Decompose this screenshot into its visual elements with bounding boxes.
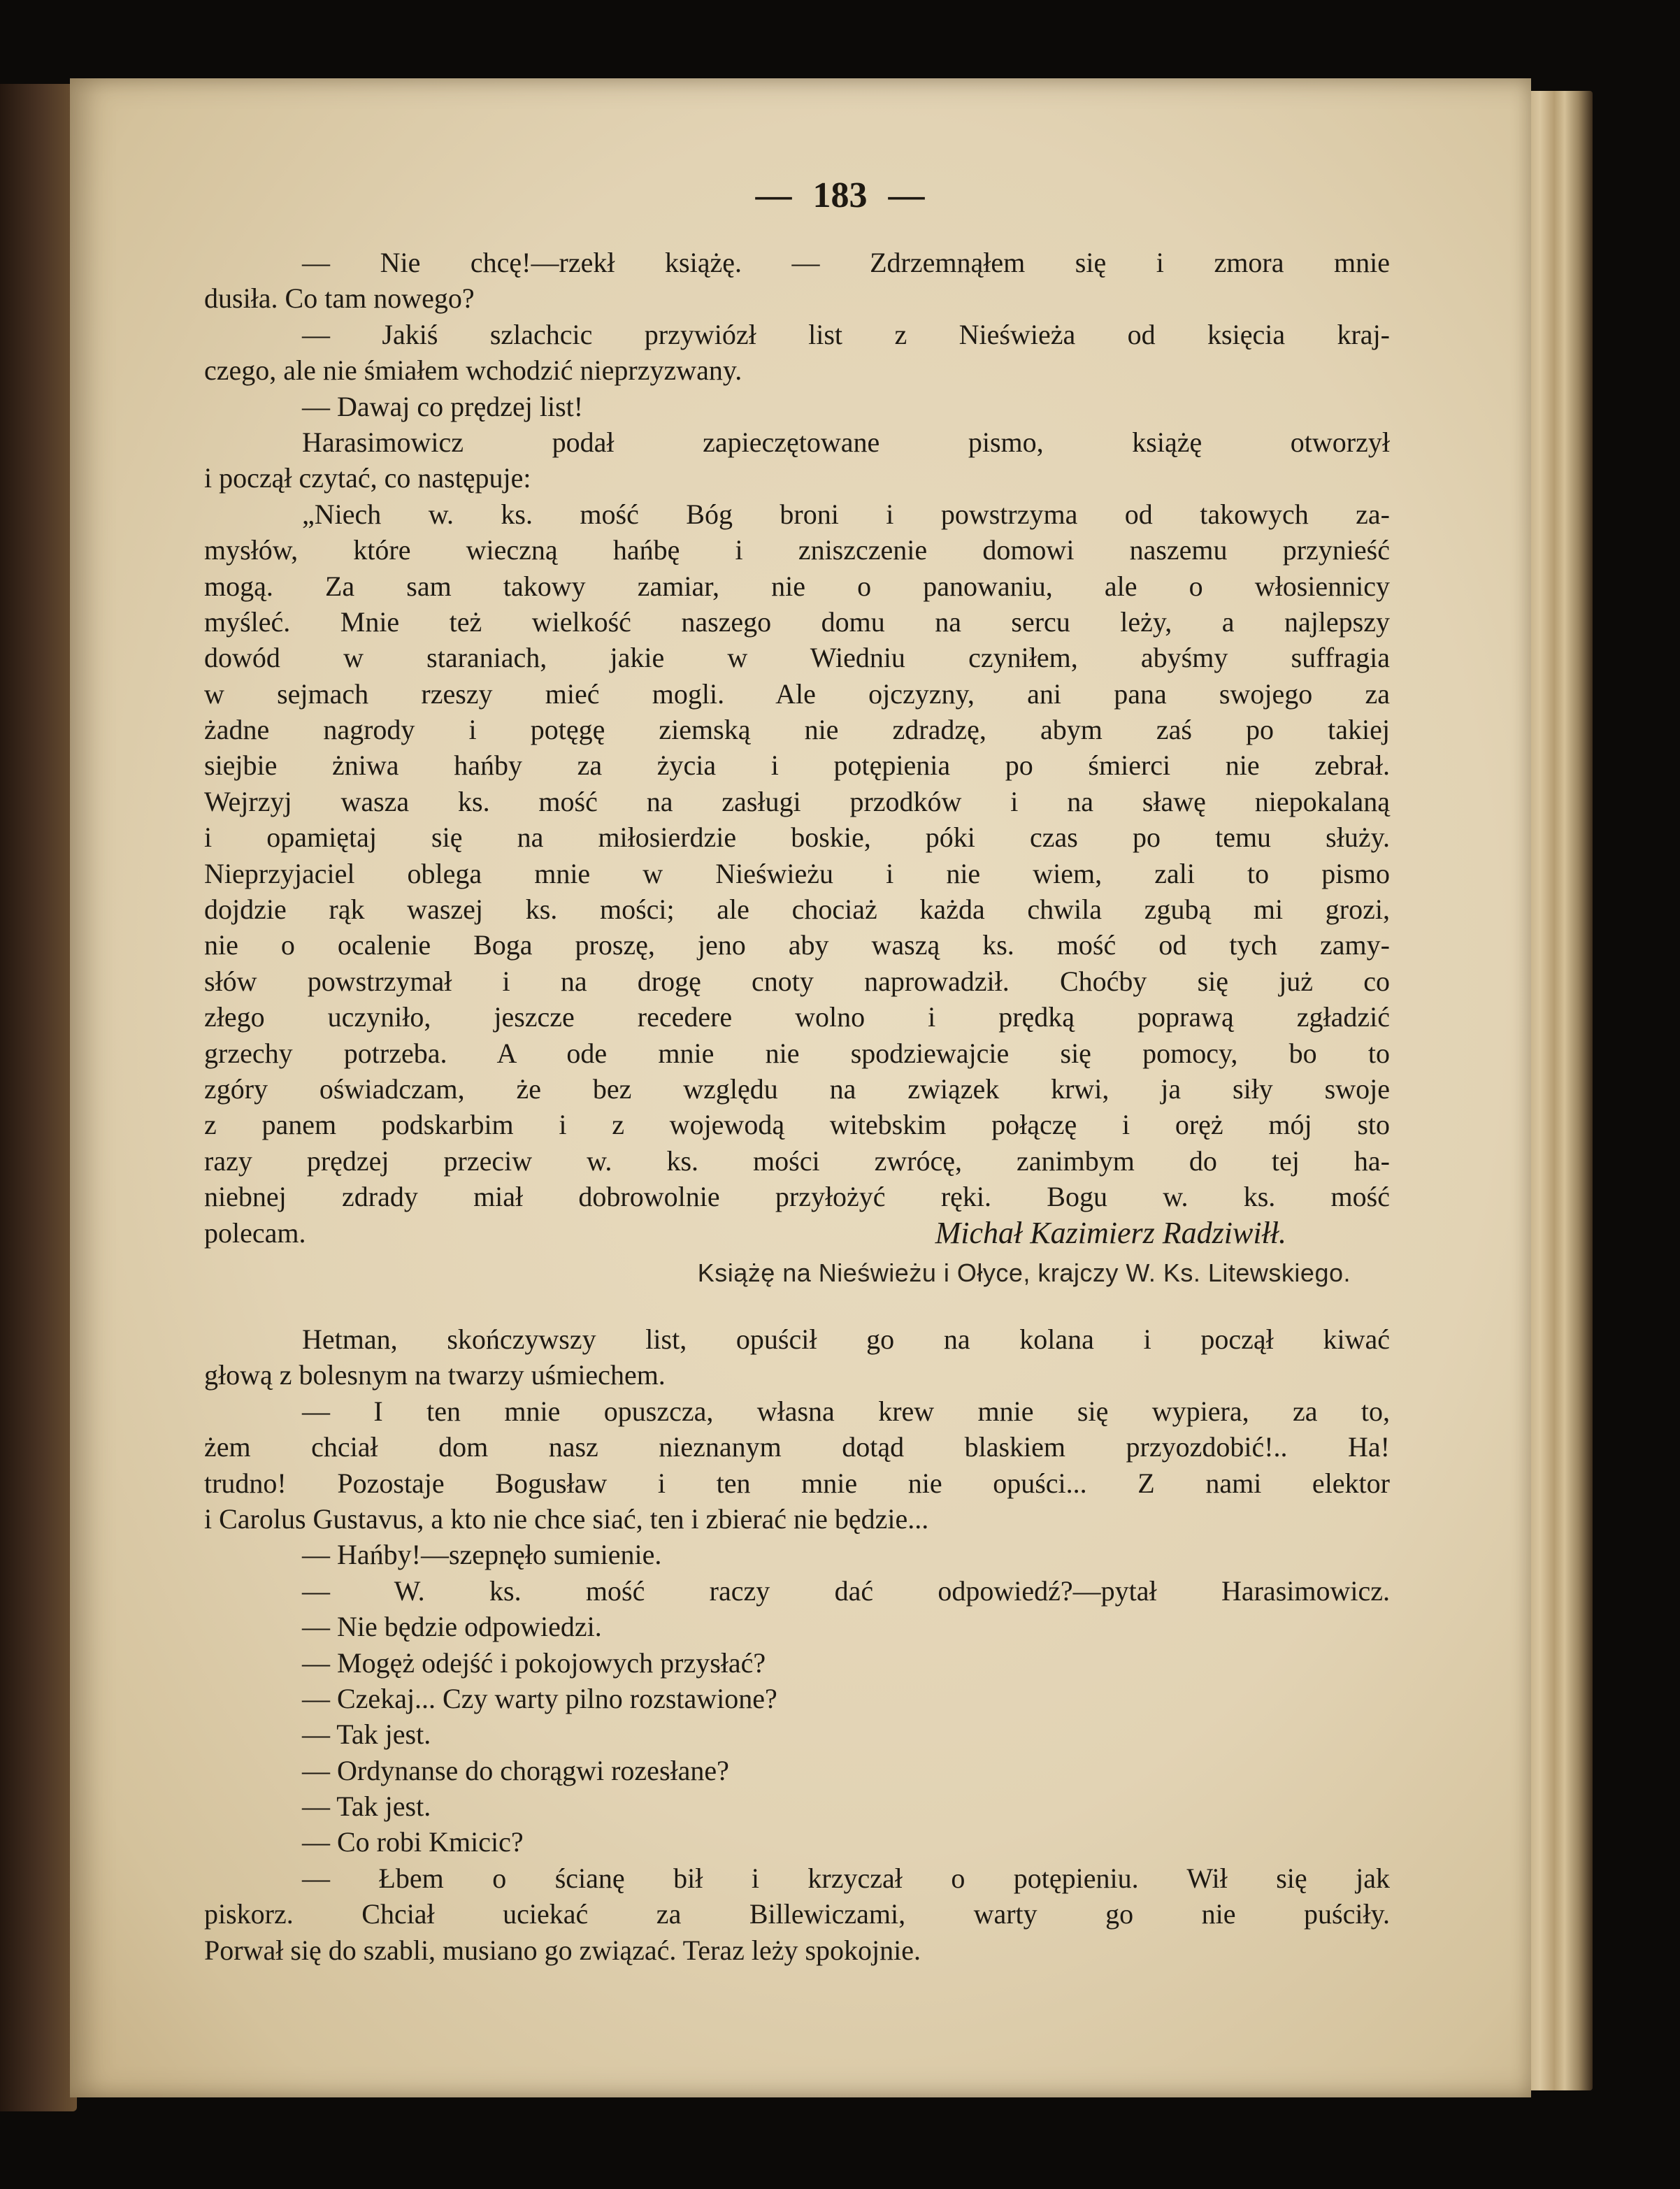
text-line: — Czekaj... Czy warty pilno rozstawione?: [302, 1682, 777, 1714]
text-line: nie o ocalenie Boga proszę, jeno aby waszą ks. mość od tych zamy-: [204, 929, 1390, 961]
text-line: — Jakiś szlachcic przywiózł list z Nieświeża od księcia kraj-: [302, 318, 1390, 350]
text-line: dojdzie rąk waszej ks. mości; ale chociaż każda chwila zgubą mi grozi,: [204, 893, 1390, 926]
text-line: i Carolus Gustavus, a kto nie chce siać, ten i zbierać nie będzie...: [204, 1502, 929, 1535]
text-line: — Tak jest.: [302, 1790, 431, 1823]
text-line: dusiła. Co tam nowego?: [204, 282, 475, 315]
text-line: niebnej zdrady miał dobrowolnie przyłożyć ręki. Bogu w. ks. mość: [204, 1181, 1390, 1213]
text-line: Hetman, skończywszy list, opuścił go na kolana i począł kiwać: [302, 1323, 1390, 1355]
text-line: — Ordynanse do chorągwi rozesłane?: [302, 1754, 729, 1786]
text-line: — W. ks. mość raczy dać odpowiedź?—pytał Harasimowicz.: [302, 1574, 1390, 1607]
signature-title: Książę na Nieświeżu i Ołyce, krajczy W. Ks. Litewskiego.: [697, 1258, 1351, 1287]
text-line: — Nie chcę!—rzekł książę. — Zdrzemnąłem się i zmora mnie: [302, 247, 1390, 278]
text-line: — Tak jest.: [302, 1718, 431, 1751]
page-edges-right: [1523, 91, 1593, 2090]
text-line: Nieprzyjaciel oblega mnie w Nieświeżu i nie wiem, zali to pismo: [204, 857, 1390, 889]
text-line: siejbie żniwa hańby za życia i potępienia po śmierci nie zebrał.: [204, 749, 1390, 782]
text-line: Porwał się do szabli, musiano go związać. Teraz leży spokojnie.: [204, 1934, 921, 1966]
page-number: [0, 175, 1680, 216]
text-line: słów powstrzymał i na drogę cnoty naprowadził. Choćby się już co: [204, 965, 1390, 997]
book-cover-left: [0, 84, 77, 2111]
dialogue-text: [204, 1321, 1390, 1968]
text-line: — I ten mnie opuszcza, własna krew mnie się wypiera, za to,: [302, 1395, 1390, 1427]
text-line: polecam.: [204, 1216, 306, 1249]
text-line: piskorz. Chciał uciekać za Billewiczami, warty go nie puściły.: [204, 1898, 1390, 1930]
text-line: grzechy potrzeba. A ode mnie nie spodziewajcie się pomocy, bo to: [204, 1037, 1390, 1069]
letter-text: [204, 245, 1390, 1251]
signature-name: Michał Kazimierz Radziwiłł.: [935, 1216, 1286, 1250]
text-line: czego, ale nie śmiałem wchodzić nieprzyzwany.: [204, 354, 742, 387]
text-line: Harasimowicz podał zapieczętowane pismo, książę otworzył: [302, 426, 1390, 458]
text-line: zgóry oświadczam, że bez względu na związek krwi, ja siły swoje: [204, 1072, 1390, 1105]
page-number-dash-left: —: [755, 175, 792, 215]
text-line: „Niech w. ks. mość Bóg broni i powstrzyma od takowych za-: [302, 498, 1390, 530]
text-line: żadne nagrody i potęgę ziemską nie zdradzę, abym zaś po takiej: [204, 714, 1390, 746]
text-line: i opamiętaj się na miłosierdzie boskie, póki czas po temu służy.: [204, 821, 1390, 854]
text-line: — Co robi Kmicic?: [302, 1826, 524, 1858]
text-line: razy prędzej przeciw w. ks. mości zwrócę, zanimbym do tej ha-: [204, 1144, 1390, 1177]
page-number-value: 183: [812, 175, 868, 215]
text-line: — Hańby!—szepnęło sumienie.: [302, 1539, 662, 1571]
text-line: dowód w staraniach, jakie w Wiedniu czyniłem, abyśmy suffragia: [204, 642, 1390, 674]
text-line: złego uczyniło, jeszcze recedere wolno i prędką poprawą zgładzić: [204, 1001, 1390, 1033]
text-line: trudno! Pozostaje Bogusław i ten mnie nie opuści... Z nami elektor: [204, 1467, 1390, 1499]
text-line: żem chciał dom nasz nieznanym dotąd blaskiem przyozdobić!.. Ha!: [204, 1431, 1390, 1463]
text-line: w sejmach rzeszy mieć mogli. Ale ojczyzny, ani pana swojego za: [204, 677, 1390, 710]
text-line: myśleć. Mnie też wielkość naszego domu na sercu leży, a najlepszy: [204, 605, 1390, 638]
text-line: mysłów, które wieczną hańbę i zniszczenie domowi naszemu przynieść: [204, 534, 1390, 566]
text-line: i począł czytać, co następuje:: [204, 462, 531, 494]
text-line: mogą. Za sam takowy zamiar, nie o panowaniu, ale o włosiennicy: [204, 570, 1390, 602]
text-line: Wejrzyj wasza ks. mość na zasługi przodków i na sławę niepokalaną: [204, 785, 1390, 817]
text-line: z panem podskarbim i z wojewodą witebskim połączę i oręż mój sto: [204, 1109, 1390, 1141]
text-line: — Łbem o ścianę bił i krzyczał o potępieniu. Wił się jak: [302, 1862, 1390, 1894]
text-line: głową z bolesnym na twarzy uśmiechem.: [204, 1359, 666, 1391]
text-line: — Nie będzie odpowiedzi.: [302, 1611, 602, 1643]
text-line: — Dawaj co prędzej list!: [302, 390, 584, 422]
text-line: — Mogęż odejść i pokojowych przysłać?: [302, 1646, 766, 1679]
page-number-dash-right: —: [888, 175, 925, 215]
